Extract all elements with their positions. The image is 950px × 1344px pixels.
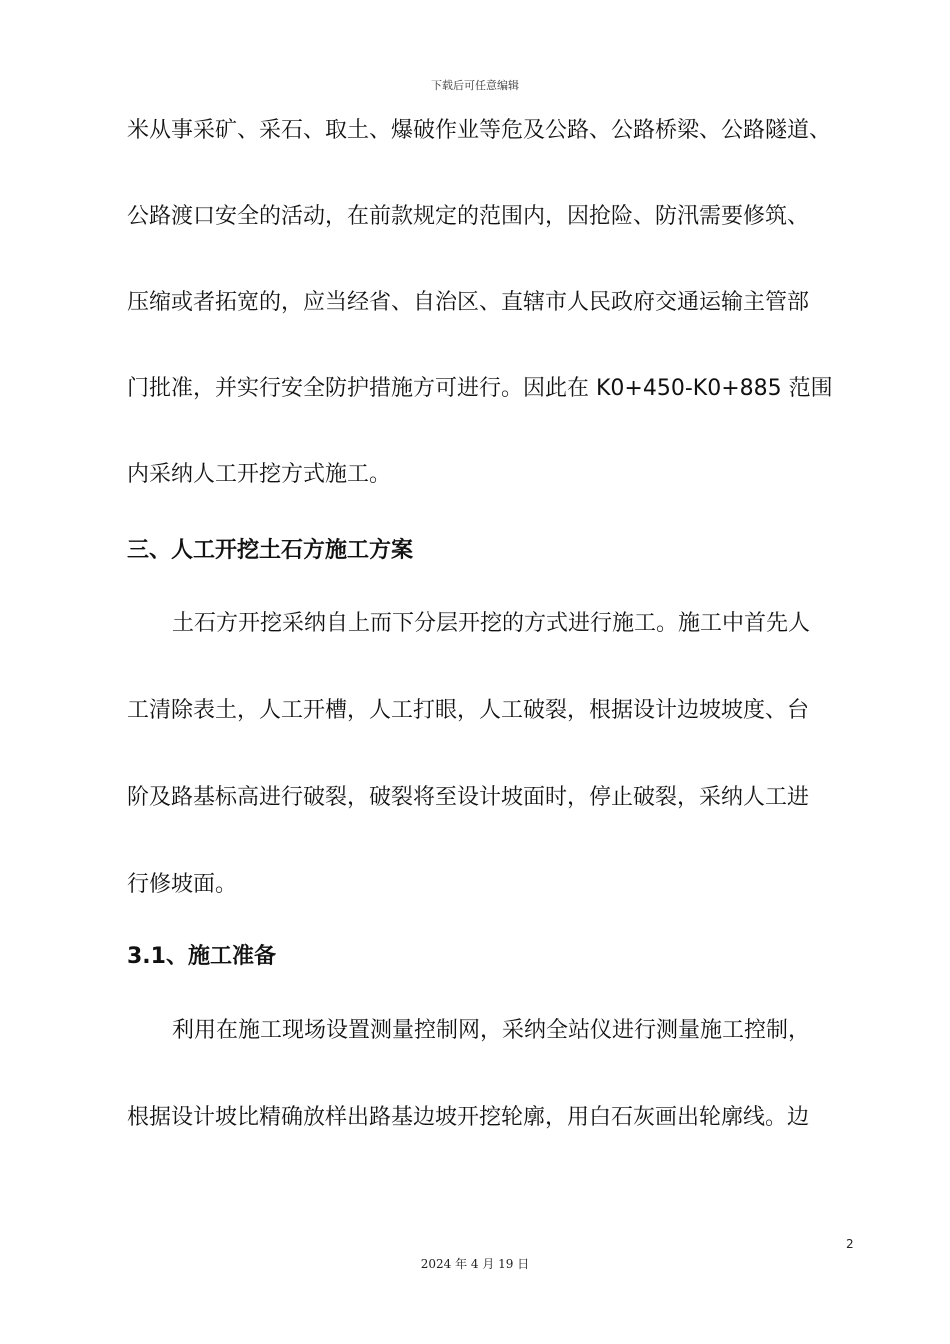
paragraph-line: 阶及路基标高进行破裂，破裂将至设计坡面时，停止破裂，采纳人工进 — [127, 785, 810, 810]
paragraph-line: 门批准，并实行安全防护措施方可进行。因此在 K0+450-K0+885 范围 — [127, 376, 833, 401]
document-header-note: 下载后可任意编辑 — [431, 79, 519, 92]
paragraph-line: 行修坡面。 — [127, 872, 238, 897]
paragraph-line: 压缩或者拓宽的，应当经省、自治区、直辖市人民政府交通运输主管部 — [127, 290, 810, 315]
subsection-heading: 3.1、施工准备 — [127, 944, 276, 969]
page-number: 2 — [846, 1237, 854, 1251]
paragraph-line: 利用在施工现场设置测量控制网，采纳全站仪进行测量施工控制， — [172, 1018, 811, 1043]
paragraph-line: 根据设计坡比精确放样出路基边坡开挖轮廓，用白石灰画出轮廓线。边 — [127, 1105, 810, 1130]
footer-date: 2024 年 4 月 19 日 — [420, 1257, 530, 1271]
paragraph-line: 土石方开挖采纳自上而下分层开挖的方式进行施工。施工中首先人 — [172, 611, 811, 636]
paragraph-line: 米从事采矿、采石、取土、爆破作业等危及公路、公路桥梁、公路隧道、 — [127, 118, 832, 143]
paragraph-line: 公路渡口安全的活动，在前款规定的范围内，因抢险、防汛需要修筑、 — [127, 204, 810, 229]
paragraph-line: 工清除表土，人工开槽，人工打眼，人工破裂，根据设计边坡坡度、台 — [127, 698, 810, 723]
section-heading: 三、人工开挖土石方施工方案 — [127, 538, 414, 563]
paragraph-line: 内采纳人工开挖方式施工。 — [127, 462, 392, 487]
